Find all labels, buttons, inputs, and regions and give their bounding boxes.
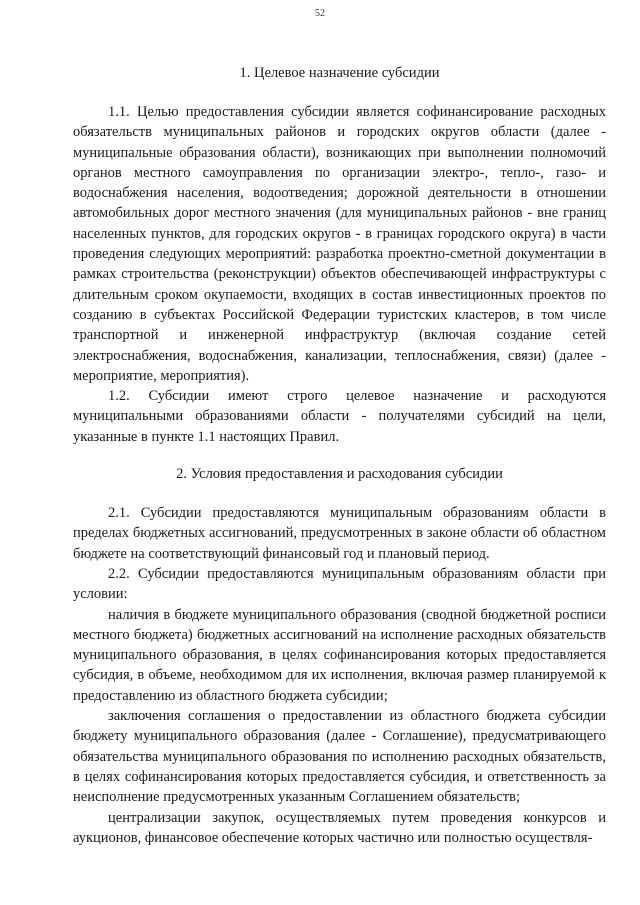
paragraph-1-1: 1.1. Целью предоставления субсидии является софинансирование расходных обязательств муниципальных районов и городских округов области (далее - муниципальные образования области), возникающих при выполнении полномочий органов местного самоуправления по организации электро-, тепло-, газо- и водоснабжения населения, водоотведения; дорожной деятельности в отношении автомобильных дорог местного значения (для муниципальных районов - вне границ населенных пунктов, для городских округов - в границах городского округа) в части проведения следующих мероприятий: разработка проектно-сметной документации в рамках строительства (реконструкции) объектов обеспечивающей инфраструктуры с длительным сроком окупаемости, входящих в состав инвестиционных проектов по созданию в субъектах Российской Федерации туристских кластеров, в том числе транспортной и инженерной инфраструктур (включая создание сетей электроснабжения, водоснабжения, канализации, теплоснабжения, связи) (далее - мероприятие, мероприятия).	[73, 104, 606, 384]
paragraph-1-2: 1.2. Субсидии имеют строго целевое назначение и расходуются муниципальными образованиями области - получателями субсидий на цели, указанные в пункте 1.1 настоящих Правил.	[73, 388, 606, 445]
document-body	[73, 64, 606, 848]
page-number: 52	[315, 8, 325, 19]
paragraph-2-2: 2.2. Субсидии предоставляются муниципальным образованиям области при условии:	[73, 565, 606, 603]
paragraph-2-1: 2.1. Субсидии предоставляются муниципальным образованиям области в пределах бюджетных ассигнований, предусмотренных в законе области об областном бюджете на соответствующий финансовый год и плановый период.	[73, 505, 606, 562]
section-2-title: 2. Условия предоставления и расходования субсидии	[176, 466, 503, 483]
paragraph-condition-procurement: централизации закупок, осуществляемых путем проведения конкурсов и аукционов, финансовое обеспечение которых частично или полностью осуществля-	[73, 809, 606, 846]
paragraph-condition-budget: наличия в бюджете муниципального образования (сводной бюджетной росписи местного бюджета) бюджетных ассигнований на исполнение расходных обязательств муниципального образования, в целях софинансирования которых предоставляется субсидия, в объеме, необходимом для их исполнения, включая размер планируемой к предоставлению из областного бюджета субсидии;	[73, 606, 606, 704]
section-1-title: 1. Целевое назначение субсидии	[239, 65, 440, 81]
paragraph-condition-agreement: заключения соглашения о предоставлении из областного бюджета субсидии бюджету муниципального образования (далее - Соглашение), предусматривающего обязательства муниципального образования по исполнению расходных обязательств, в целях софинансирования которых предоставляется субсидия, и ответственность за неисполнение предусмотренных указанным Соглашением обязательств;	[73, 708, 606, 806]
